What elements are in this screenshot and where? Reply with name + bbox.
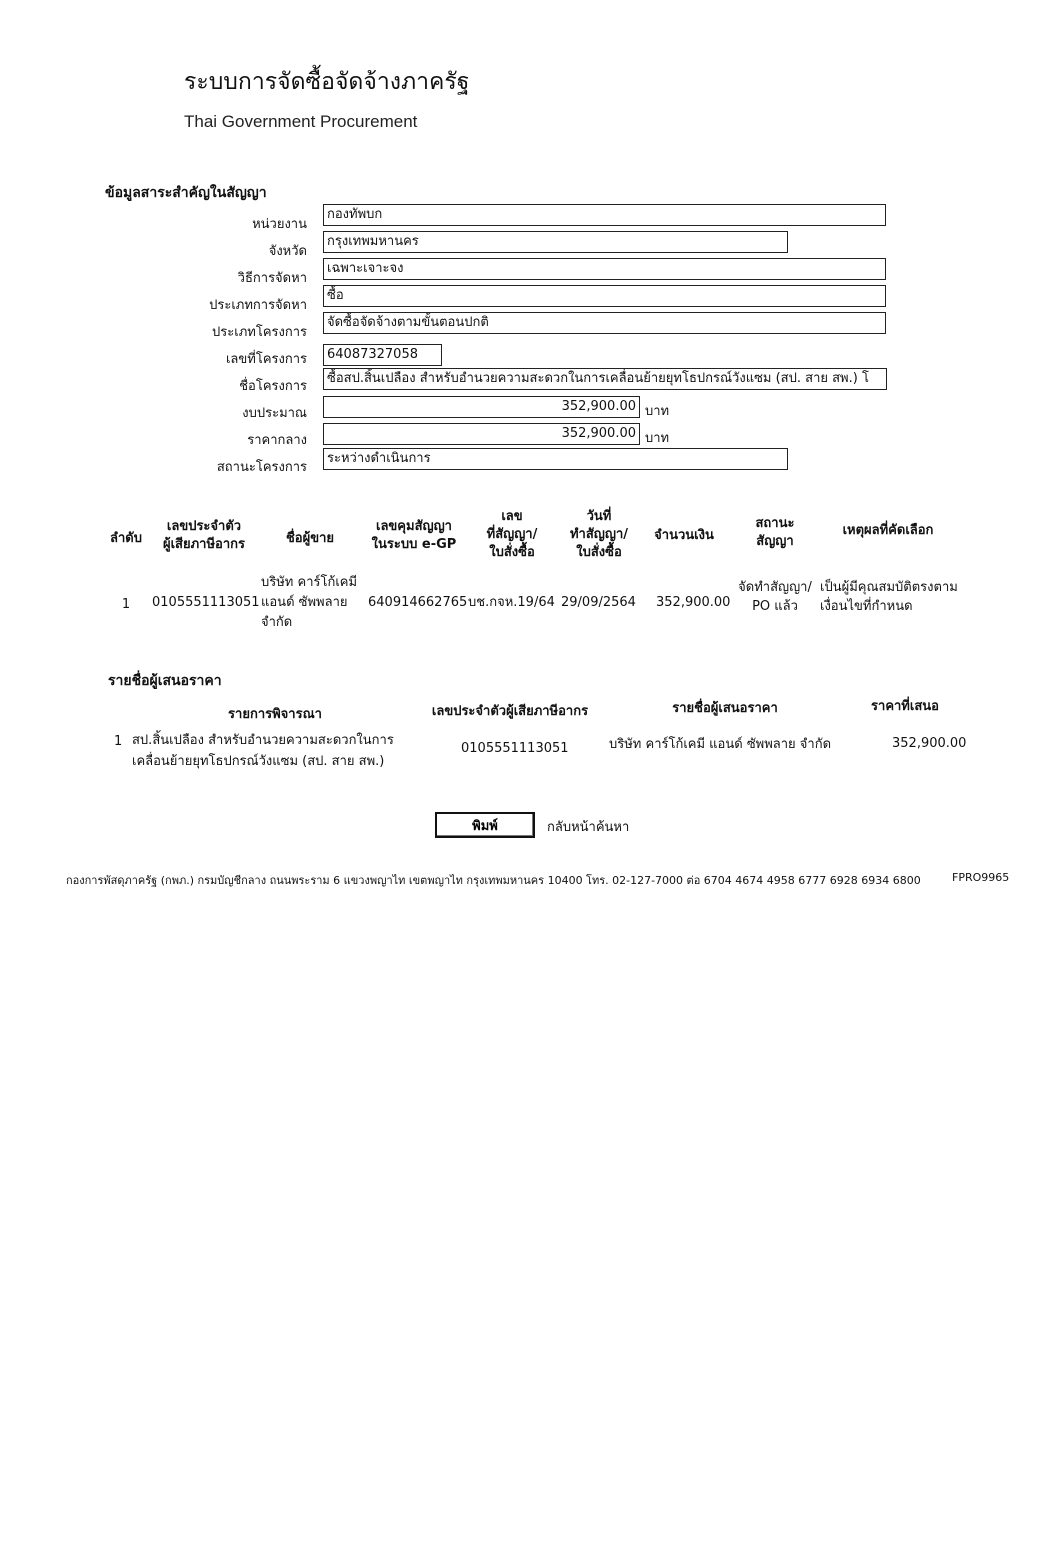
contracts-header-tax-id: เลขประจำตัว ผู้เสียภาษีอากร: [162, 519, 245, 552]
field-label-median-price: ราคากลาง: [247, 433, 307, 448]
summary-heading: ข้อมูลสาระสำคัญในสัญญา: [105, 185, 267, 201]
back-to-search-link[interactable]: กลับหน้าค้นหา: [547, 820, 630, 835]
system-subtitle: Thai Government Procurement: [184, 112, 418, 131]
field-label-project-name: ชื่อโครงการ: [239, 379, 307, 394]
field-label-project-status: สถานะโครงการ: [216, 460, 307, 475]
contract-row-egp-no: 640914662765: [368, 595, 468, 610]
bidders-header-item: รายการพิจารณา: [228, 707, 322, 722]
field-label-project-no: เลขที่โครงการ: [225, 352, 307, 367]
field-median-price: 352,900.00: [323, 423, 640, 445]
bidder-row-name: บริษัท คาร์โก้เคมี แอนด์ ซัพพลาย จำกัด: [609, 737, 832, 752]
bidders-header-price: ราคาที่เสนอ: [871, 699, 939, 714]
contracts-header-status: สถานะ สัญญา: [755, 516, 795, 549]
field-project-type: จัดซื้อจัดจ้างตามขั้นตอนปกติ: [323, 312, 886, 334]
system-title: ระบบการจัดซื้อจัดจ้างภาครัฐ: [184, 69, 470, 95]
bidder-row-price: 352,900.00: [892, 736, 967, 751]
field-agency: กองทัพบก: [323, 204, 886, 226]
bidder-row-no: 1: [114, 734, 123, 749]
contract-row-status: จัดทำสัญญา/ PO แล้ว: [738, 580, 812, 614]
contracts-header-amount: จำนวนเงิน: [654, 528, 714, 543]
field-method: เฉพาะเจาะจง: [323, 258, 886, 280]
contracts-header-contract-no: เลข ที่สัญญา/ ใบสั่งซื้อ: [486, 509, 538, 560]
field-label-procurement-type: ประเภทการจัดหา: [209, 298, 307, 313]
field-procurement-type: ซื้อ: [323, 285, 886, 307]
footer-address: กองการพัสดุภาครัฐ (กพภ.) กรมบัญชีกลาง ถนนพระราม 6 แขวงพญาไท เขตพญาไท กรุงเทพมหานคร 10400 โทร. 02-127-7000 ต่อ 6704 4674 4958 6777 6928 6934 6800: [66, 874, 921, 887]
contract-row-tax-id: 0105551113051: [152, 595, 260, 610]
contract-row-contract-no: บช.กจห.19/64: [468, 595, 555, 610]
contracts-header-no: ลำดับ: [110, 531, 142, 546]
bidders-heading: รายชื่อผู้เสนอราคา: [108, 673, 222, 689]
contracts-header-egp-no: เลขคุมสัญญา ในระบบ e-GP: [371, 519, 457, 552]
field-label-agency: หน่วยงาน: [252, 217, 307, 232]
budget-unit: บาท: [645, 404, 670, 419]
field-label-budget: งบประมาณ: [242, 406, 307, 421]
field-project-name: ซื้อสป.สิ้นเปลือง สำหรับอำนวยความสะดวกในการเคลื่อนย้ายยุทโธปกรณ์วังแซม (สป. สาย สพ.) โ: [323, 368, 887, 390]
contract-row-amount: 352,900.00: [656, 595, 731, 610]
contract-row-contract-date: 29/09/2564: [561, 595, 636, 610]
field-project-no: 64087327058: [323, 344, 442, 366]
contract-row-vendor: บริษัท คาร์โก้เคมี แอนด์ ซัพพลาย จำกัด: [261, 575, 358, 630]
median-price-unit: บาท: [645, 431, 670, 446]
footer-form-code: FPRO9965: [952, 871, 1010, 884]
field-label-project-type: ประเภทโครงการ: [212, 325, 307, 340]
contract-row-reason: เป็นผู้มีคุณสมบัติตรงตาม เงื่อนไขที่กำหนด: [820, 580, 958, 614]
field-project-status: ระหว่างดำเนินการ: [323, 448, 788, 470]
field-budget: 352,900.00: [323, 396, 640, 418]
contract-row-no: 1: [121, 597, 131, 612]
bidder-row-tax-id: 0105551113051: [461, 741, 569, 756]
bidders-header-tax-id: เลขประจำตัวผู้เสียภาษีอากร: [431, 704, 589, 719]
field-province: กรุงเทพมหานคร: [323, 231, 788, 253]
contracts-header-vendor: ชื่อผู้ขาย: [285, 531, 335, 546]
field-label-province: จังหวัด: [268, 244, 307, 259]
print-button[interactable]: พิมพ์: [435, 812, 535, 838]
contracts-header-reason: เหตุผลที่คัดเลือก: [842, 523, 934, 538]
bidder-row-item: สป.สิ้นเปลือง สำหรับอำนวยความสะดวกในการ เคลื่อนย้ายยุทโธปกรณ์วังแซม (สป. สาย สพ.): [132, 733, 394, 769]
field-label-method: วิธีการจัดหา: [237, 271, 307, 286]
bidders-header-name: รายชื่อผู้เสนอราคา: [672, 701, 778, 716]
contracts-header-contract-date: วันที่ ทำสัญญา/ ใบสั่งซื้อ: [569, 509, 628, 560]
